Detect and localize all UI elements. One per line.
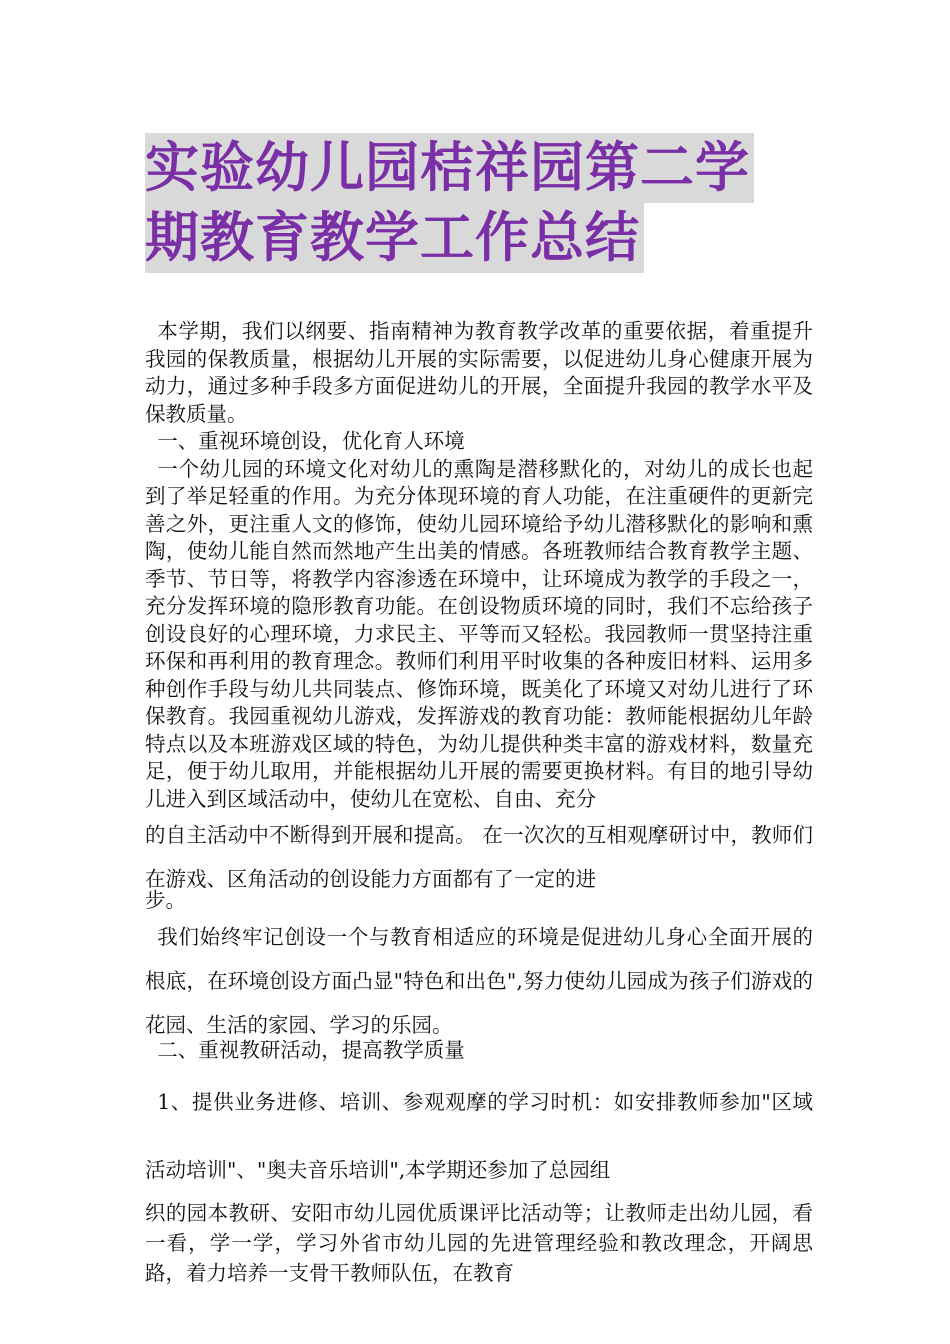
paragraph-environment-continued: 的自主活动中不断得到开展和提高。 在一次次的互相观摩研讨中，教师们在游戏、区角活动的创设能力方面都有了一定的进 [145, 823, 813, 891]
paragraph-environment-end: 步。 [145, 888, 186, 912]
paragraph-training: 1、提供业务进修、培训、参观观摩的学习时机：如安排教师参加"区域活动培训"、"奥夫音乐培训",本学期还参加了总园组 [145, 1090, 813, 1182]
document-body [145, 318, 813, 1288]
paragraph-environment-summary: 我们始终牢记创设一个与教育相适应的环境是促进幼儿身心全面开展的根底，在环境创设方面凸显"特色和出色",努力使幼儿园成为孩子们游戏的花园、生活的家园、学习的乐园。 [145, 924, 813, 1037]
paragraph-training-continued: 织的园本教研、安阳市幼儿园优质课评比活动等；让教师走出幼儿园，看一看，学一学，学习外省市幼儿园的先进管理经验和教改理念，开阔思路，着力培养一支骨干教师队伍，在教育 [145, 1201, 813, 1285]
section-heading-1: 一、重视环境创设，优化育人环境 [157, 429, 465, 453]
document-title [145, 133, 825, 273]
title-line-2: 期教育教学工作总结 [145, 203, 644, 273]
section-heading-2: 二、重视教研活动，提高教学质量 [157, 1037, 465, 1062]
paragraph-intro: 本学期，我们以纲要、指南精神为教育教学改革的重要依据，着重提升我园的保教质量，根据幼儿开展的实际需要，以促进幼儿身心健康开展为动力，通过多种手段多方面促进幼儿的开展，全面提升我园的教学水平及保教质量。 [145, 319, 813, 426]
title-line-1: 实验幼儿园桔祥园第二学 [145, 133, 754, 203]
paragraph-environment: 一个幼儿园的环境文化对幼儿的熏陶是潜移默化的，对幼儿的成长也起到了举足轻重的作用。为充分体现环境的育人功能，在注重硬件的更新完善之外，更注重人文的修饰，使幼儿园环境给予幼儿潜移默化的影响和熏陶，使幼儿能自然而然地产生出美的情感。各班教师结合教育教学主题、季节、节日等，将教学内容渗透在环境中，让环境成为教学的手段之一，充分发挥环境的隐形教育功能。在创设物质环境的同时，我们不忘给孩子创设良好的心理环境，力求民主、平等而又轻松。我园教师一贯坚持注重环保和再利用的教育理念。教师们利用平时收集的各种废旧材料、运用多种创作手段与幼儿共同装点、修饰环境，既美化了环境又对幼儿进行了环保教育。我园重视幼儿游戏，发挥游戏的教育功能：教师能根据幼儿年龄特点以及本班游戏区域的特色，为幼儿提供种类丰富的游戏材料，数量充足，便于幼儿取用，并能根据幼儿开展的需要更换材料。有目的地引导幼儿进入到区域活动中，使幼儿在宽松、自由、充分 [145, 456, 813, 811]
